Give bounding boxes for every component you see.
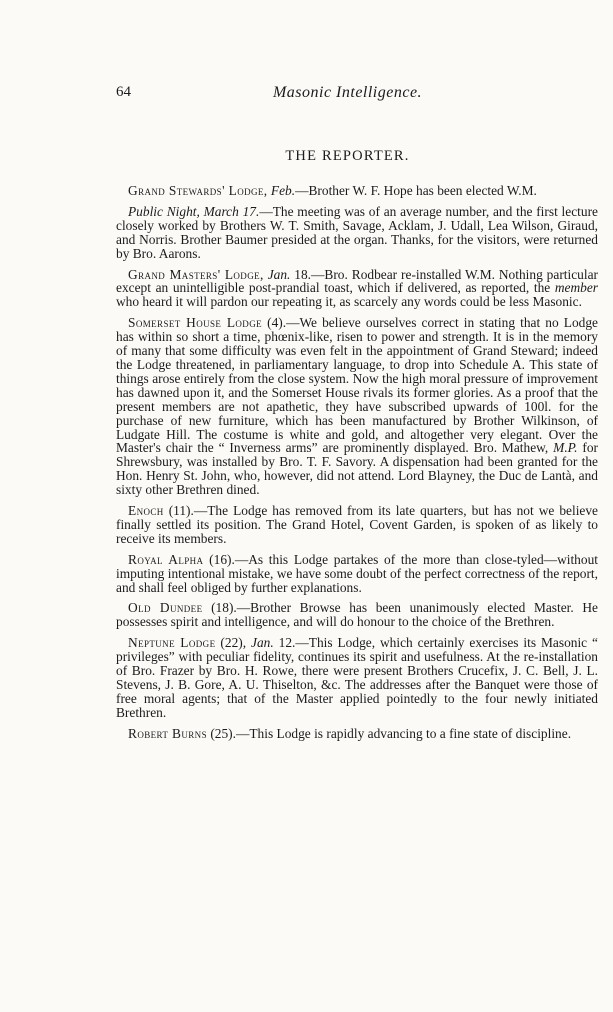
entry-text: (22), (215, 635, 252, 651)
entry-neptune-lodge (116, 636, 598, 719)
entry-text-continued: who heard it will pardon our repeating it, as scarcely any words could be less Masonic. (116, 294, 582, 310)
lodge-name: Neptune Lodge (128, 635, 216, 651)
running-title: Masonic Intelligence. (272, 84, 423, 101)
lodge-name: Robert Burns (128, 725, 207, 741)
entry-grand-stewards-lodge (116, 184, 598, 198)
entry-old-dundee (116, 601, 598, 629)
lodge-name: Somerset House Lodge (128, 315, 263, 331)
running-head (116, 84, 579, 106)
entry-text: (11).—The Lodge has removed from its late quarters, but has not we believe finally settled its position. The Grand Hotel, Covent Garden, is spoken of as likely to receive its members. (116, 503, 598, 546)
lodge-name: Grand Stewards' Lodge, (128, 183, 268, 198)
entry-robert-burns (116, 727, 598, 741)
entry-lead: Public Night, March 17. (128, 203, 260, 219)
entry-date: Feb. (270, 183, 296, 198)
section-title: THE REPORTER. (285, 148, 410, 164)
entry-text: (4).—We believe ourselves correct in stating that no Lodge has within so short a time, phœnix-like, risen to power and strength. It is in the memory of many that some difficulty was even felt in the appointment of Grand Steward; indeed the Lodge threatened, in parliamentary language, to drop into Schedule A. This state of things arose entirely from the close system. Now the high moral pressure of improvement has dawned upon it, and the Somerset House rivals its former glories. As a proof that the present members are not apathetic, they have subscribed upwards of 100l. for the purchase of new furniture, which has been manufactured by Brother Wilkinson, of Ludgate Hill. The costume is white and gold, and altogether very elegant. Over the Master's chair the “ Inverness arms” are prominently displayed. Bro. Mathew, (116, 315, 598, 456)
entry-text: —Brother W. F. Hope has been elected W.M. (295, 183, 537, 198)
entry-emphasis: member (554, 280, 598, 296)
entry-date: Jan. (251, 635, 274, 651)
lodge-name: Royal Alpha (128, 551, 204, 567)
lodge-name: Grand Masters' Lodge, (128, 266, 264, 282)
entry-royal-alpha (116, 553, 598, 595)
entry-text: 18.—Bro. Rodbear re-installed W.M. Nothing particular except an unintelligible post-prandial toast, which if delivered, as reported, the (116, 266, 598, 296)
entry-text: (18).—Brother Browse has been unanimously elected Master. He possesses spirit and intelligence, and will do honour to the choice of the Brethren. (116, 600, 598, 630)
entry-text: —The meeting was of an average number, and the first lecture closely worked by Brothers W. T. Smith, Savage, Acklam, J. Udall, Lea Wilson, Giraud, and Norris. Brother Baumer presided at the organ. Thanks, for the visitors, were returned by Bro. Aarons. (116, 203, 598, 261)
entry-text: (16).—As this Lodge partakes of the more than close-tyled—without imputing intentional mistake, we have some doubt of the perfect correctness of the report, and shall feel obliged by further explanations. (116, 551, 598, 595)
entry-grand-masters-lodge (116, 268, 598, 310)
entry-enoch (116, 504, 598, 546)
entry-text-continued: 12.—This Lodge, which certainly exercises its Masonic “ privileges” with peculiar fidelity, continues its spirit and usefulness. At the re-installation of Bro. Frazer by Bro. H. Rowe, there were present Brothers Crucefix, J. C. Bell, J. L. Stevens, J. B. Gore, A. U. Thiselton, &c. The addresses after the Banquet were those of free moral agents; that of the Master applied pointedly to the four newly initiated Brethren. (116, 635, 599, 720)
entry-public-night (116, 205, 598, 261)
entry-emphasis: M.P. (553, 440, 578, 456)
entry-somerset-house-lodge (116, 316, 598, 497)
entry-date: Jan. (267, 266, 291, 282)
lodge-name: Old Dundee (128, 600, 203, 616)
entry-text-continued: for Shrewsbury, was installed by Bro. T. F. Savory. A dispensation had been granted for the Hon. Henry St. John, who, however, did not attend. Lord Blayney, the Duc de Lantà, and sixty other Brethren dined. (116, 440, 598, 498)
entry-text: (25).—This Lodge is rapidly advancing to a fine state of discipline. (206, 725, 572, 741)
lodge-name: Enoch (128, 503, 164, 519)
entries (116, 184, 598, 748)
page-number: 64 (116, 84, 131, 100)
